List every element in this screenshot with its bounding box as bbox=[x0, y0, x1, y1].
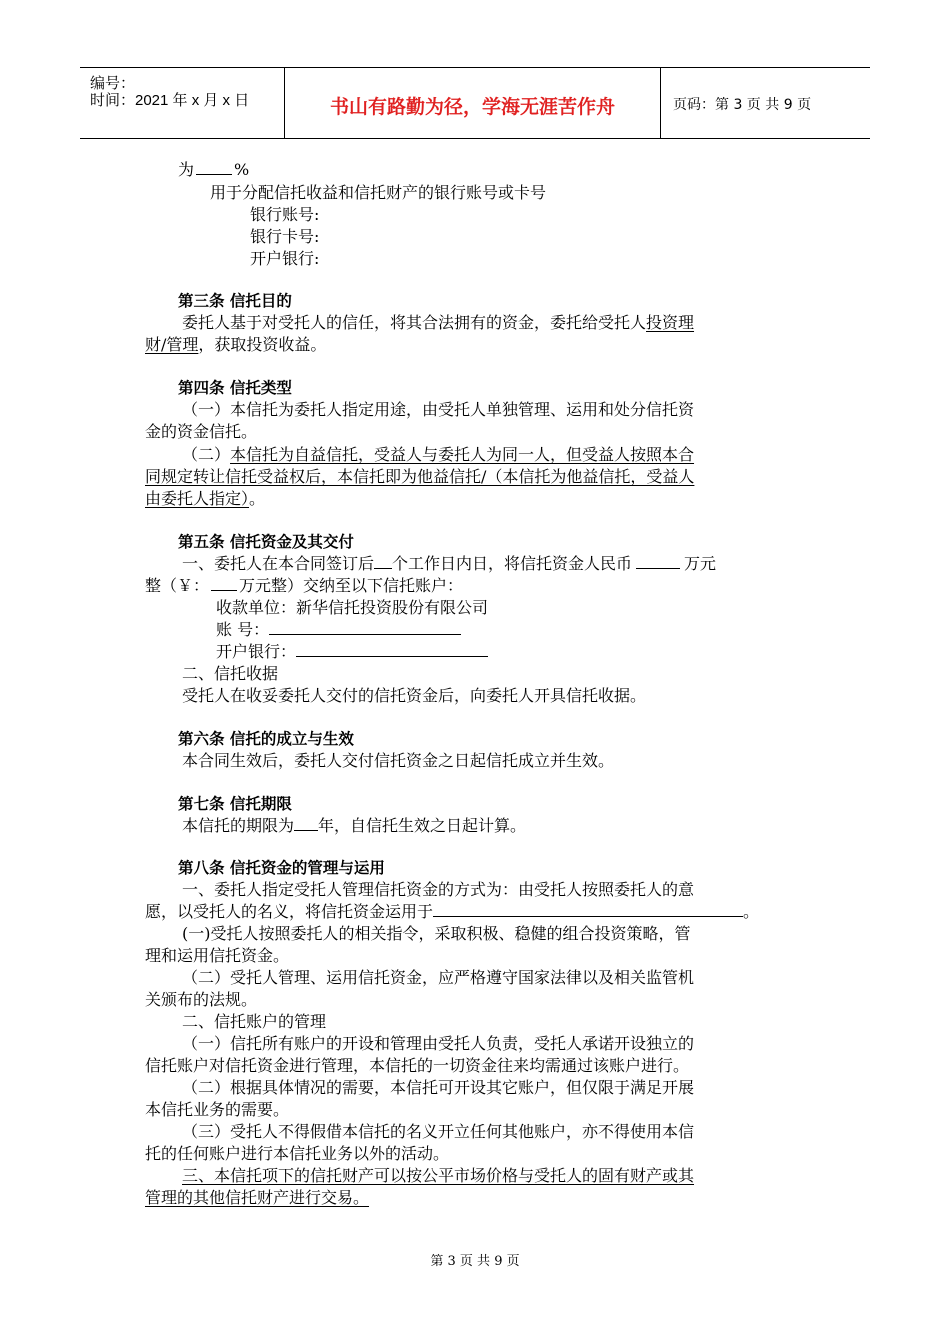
paragraph-line bbox=[145, 576, 463, 596]
paragraph-line: （二）根据具体情况的需要，本信托可开设其它账户，但仅限于满足开展 bbox=[182, 1078, 695, 1097]
page-info-text: 页码：第 3 页 共 9 页 bbox=[673, 97, 812, 113]
bank-account-label: 银行账号: bbox=[250, 205, 320, 224]
text: 愿，以受托人的名义，将信托资金运用于 bbox=[145, 902, 434, 921]
text: 委托人基于对受托人的信任，将其合法拥有的资金，委托给受托人 bbox=[182, 313, 647, 332]
underlined-text: 本信托为自益信托，受益人与委托人为同一人，但受益人按照本合 bbox=[230, 445, 695, 464]
bank-line bbox=[216, 642, 488, 662]
text: 一、委托人在本合同签订后 bbox=[182, 554, 375, 573]
paragraph-line: （一）本信托为委托人指定用途，由受托人单独管理、运用和处分信托资 bbox=[182, 400, 695, 419]
paragraph-line bbox=[182, 445, 694, 465]
paragraph-line: 管理的其他信托财产进行交易。 bbox=[145, 1188, 370, 1207]
header-page-info bbox=[661, 68, 870, 138]
ratio-line bbox=[178, 160, 249, 180]
text: 账 号： bbox=[216, 620, 270, 639]
paragraph-line: 二、信托收据 bbox=[182, 664, 279, 683]
date-label: 时间：2021 年 x 月 x 日 bbox=[90, 92, 250, 109]
paragraph-line: 用于分配信托收益和信托财产的银行账号或卡号 bbox=[210, 183, 547, 202]
article-4-title: 第四条 信托类型 bbox=[178, 379, 292, 397]
underlined-text: 投资理 bbox=[646, 313, 695, 332]
account-line bbox=[216, 620, 461, 640]
paragraph-line: 二、信托账户的管理 bbox=[182, 1012, 327, 1031]
paragraph-line bbox=[145, 335, 326, 355]
text: ，获取投资收益。 bbox=[198, 335, 327, 354]
paragraph-line bbox=[182, 554, 716, 574]
paragraph-line: 本信托业务的需要。 bbox=[145, 1100, 290, 1119]
page-header bbox=[80, 67, 870, 139]
blank-field bbox=[374, 554, 392, 569]
paragraph-line: 本合同生效后，委托人交付信托资金之日起信托成立并生效。 bbox=[182, 751, 615, 770]
blank-field bbox=[211, 576, 237, 591]
text: （二） bbox=[182, 445, 231, 464]
blank-field bbox=[433, 902, 743, 917]
paragraph-line: （三）受托人不得假借本信托的名义开立任何其他账户，亦不得使用本信 bbox=[182, 1122, 695, 1141]
paragraph-line: （一）信托所有账户的开设和管理由受托人负责，受托人承诺开设独立的 bbox=[182, 1034, 695, 1053]
paragraph-line: （二）受托人管理、运用信托资金，应严格遵守国家法律以及相关监管机 bbox=[182, 968, 695, 987]
underlined-text: 财/管理 bbox=[145, 335, 199, 354]
blank-field bbox=[269, 620, 461, 635]
paragraph-line: 同规定转让信托受益权后，本信托即为他益信托/（本信托为他益信托，受益人 bbox=[145, 467, 695, 486]
paragraph-line: 托的任何账户进行本信托业务以外的活动。 bbox=[145, 1144, 450, 1163]
text: % bbox=[234, 160, 250, 179]
text: 万元 bbox=[684, 554, 717, 573]
paragraph-line: 理和运用信托资金。 bbox=[145, 946, 290, 965]
bank-card-label: 银行卡号: bbox=[250, 227, 320, 246]
article-8-title: 第八条 信托资金的管理与运用 bbox=[178, 859, 385, 877]
text: 个工作日内日，将信托资金人民币 bbox=[392, 554, 633, 573]
underlined-text: 由委托人指定） bbox=[145, 489, 250, 508]
blank-field bbox=[636, 554, 680, 569]
article-7-title: 第七条 信托期限 bbox=[178, 795, 292, 813]
text: 年，自信托生效之日起计算。 bbox=[318, 816, 527, 835]
blank-field bbox=[196, 160, 232, 175]
paragraph-line: 受托人在收妥委托人交付的信托资金后，向委托人开具信托收据。 bbox=[182, 686, 647, 705]
paragraph-line: 关颁布的法规。 bbox=[145, 990, 258, 1009]
blank-field bbox=[296, 642, 488, 657]
paragraph-line: 金的资金信托。 bbox=[145, 422, 258, 441]
paragraph-line: 三、本信托项下的信托财产可以按公平市场价格与受托人的固有财产或其 bbox=[182, 1166, 695, 1185]
page-footer: 第 3 页 共 9 页 bbox=[430, 1254, 520, 1269]
motto-text: 书山有路勤为径，学海无涯苦作舟 bbox=[329, 96, 615, 118]
text: 本信托的期限为 bbox=[182, 816, 295, 835]
paragraph-line bbox=[145, 902, 759, 922]
blank-field bbox=[294, 816, 318, 831]
paragraph-line bbox=[145, 489, 265, 509]
number-label: 编号： bbox=[90, 75, 136, 92]
text: 。 bbox=[743, 902, 760, 921]
article-5-title: 第五条 信托资金及其交付 bbox=[178, 533, 354, 551]
header-motto bbox=[285, 68, 661, 138]
paragraph-line: 信托账户对信托资金进行管理，本信托的一切资金往来均需通过该账户进行。 bbox=[145, 1056, 690, 1075]
text: 为 bbox=[178, 160, 195, 179]
paragraph-line: (一)受托人按照委托人的相关指令，采取积极、稳健的组合投资策略，管 bbox=[182, 924, 691, 943]
paragraph-line: 一、委托人指定受托人管理信托资金的方式为：由受托人按照委托人的意 bbox=[182, 880, 695, 899]
text: 开户银行： bbox=[216, 642, 297, 661]
paragraph-line bbox=[182, 313, 694, 333]
article-6-title: 第六条 信托的成立与生效 bbox=[178, 730, 354, 748]
article-3-title: 第三条 信托目的 bbox=[178, 292, 292, 310]
text: 万元整）交纳至以下信托账户： bbox=[239, 576, 464, 595]
payee-line: 收款单位：新华信托投资股份有限公司 bbox=[216, 598, 489, 617]
text: 。 bbox=[249, 489, 266, 508]
paragraph-line bbox=[182, 816, 526, 836]
bank-name-label: 开户银行: bbox=[250, 249, 320, 268]
header-meta bbox=[80, 68, 285, 138]
text: 整（￥： bbox=[145, 576, 210, 595]
